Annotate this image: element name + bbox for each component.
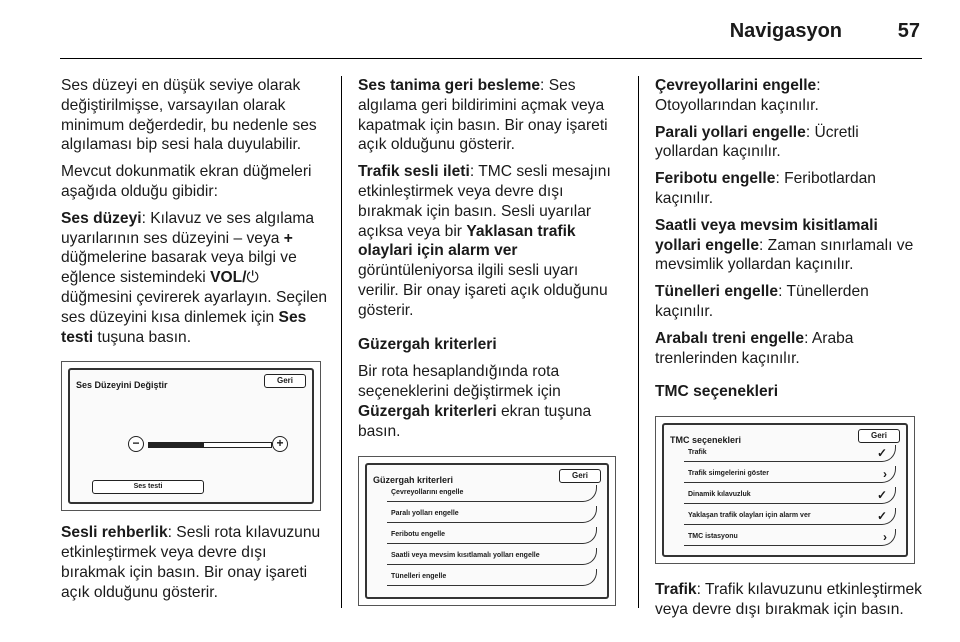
route-criteria-screen-figure xyxy=(358,456,616,606)
term: Trafik xyxy=(655,581,697,599)
route-option[interactable]: Tünelleri engelle xyxy=(387,569,597,586)
section-heading: TMC seçenekleri xyxy=(655,383,779,401)
term: Saatli veya mevsim kisitlamali yollari engelle xyxy=(655,216,878,254)
check-icon: ✓ xyxy=(876,446,887,461)
tmc-option[interactable]: Dinamik kılavuzluk ✓ xyxy=(684,487,896,504)
term: Trafik sesli ileti xyxy=(358,163,470,181)
column-3 xyxy=(655,76,925,627)
screen-title: TMC seçenekleri xyxy=(670,435,742,446)
paragraph: Parali yollari engelle: Ücretli yollardan kaçınılır. xyxy=(655,123,859,161)
term: Tünelleri engelle xyxy=(655,283,779,301)
paragraph: Tünelleri engelle: Tünellerden kaçınılır. xyxy=(655,283,869,320)
column-1 xyxy=(61,76,331,610)
term: Sesli rehberlik xyxy=(61,524,168,542)
tmc-options-screen-figure xyxy=(655,416,915,564)
route-option[interactable]: Çevreyollarını engelle xyxy=(387,485,597,502)
paragraph: Trafik sesli ileti: TMC sesli mesajını etkinleştirmek veya devre dışı bırakmak için basın. Sesli uyarılar açıksa veya bir Yaklasan trafik olaylari için alarm ver görüntüleniyorsa ilgili sesli uyarı verilir. Bir onay işareti açık olduğunu gösterir. xyxy=(358,163,611,319)
paragraph: Bir rota hesaplandığında rota seçeneklerini değiştirmek için Güzergah kriterleri ekran tuşuna basın. xyxy=(358,363,592,440)
column-divider xyxy=(638,76,639,608)
volume-slider[interactable] xyxy=(148,442,272,448)
tmc-option[interactable]: TMC istasyonu › xyxy=(684,529,896,546)
header-rule xyxy=(60,58,922,59)
route-option[interactable]: Paralı yolları engelle xyxy=(387,506,597,523)
paragraph: Ses düzeyi en düşük seviye olarak değiştirilmişse, varsayılan olarak minimum değerdedir, bu nedenle ses algılaması bip sesi hala duyulabilir. xyxy=(61,77,317,154)
tmc-option[interactable]: Trafik simgelerini göster › xyxy=(684,466,896,483)
check-icon: ✓ xyxy=(876,488,887,503)
term: Feribotu engelle xyxy=(655,170,776,188)
section-title: Navigasyon xyxy=(729,20,842,42)
sound-test-button[interactable]: Ses testi xyxy=(92,480,204,494)
screen-title: Güzergah kriterleri xyxy=(373,474,454,485)
term: Ses tanima geri besleme xyxy=(358,77,541,94)
term: Arabalı treni engelle xyxy=(655,329,805,347)
paragraph: Çevreyollarini engelle: Otoyollarından kaçınılır. xyxy=(655,77,821,114)
back-button[interactable]: Geri xyxy=(559,469,601,483)
volume-minus-button[interactable]: − xyxy=(128,436,144,452)
chevron-right-icon: › xyxy=(883,530,887,545)
power-icon: ⏻ xyxy=(246,269,259,287)
paragraph: Feribotu engelle: Feribotlardan kaçınılır. xyxy=(655,170,876,207)
check-icon: ✓ xyxy=(876,509,887,524)
back-button[interactable]: Geri xyxy=(858,429,900,443)
paragraph: Trafik: Trafik kılavuzunu etkinleştirmek veya devre dışı bırakmak için basın. xyxy=(655,581,922,618)
chevron-right-icon: › xyxy=(883,467,887,482)
term: Ses düzeyi xyxy=(61,209,142,227)
volume-plus-button[interactable]: + xyxy=(272,436,288,452)
volume-screen-figure xyxy=(61,361,321,511)
page-number: 57 xyxy=(897,20,920,42)
screen-title: Ses Düzeyini Değiştir xyxy=(76,380,168,391)
route-option[interactable]: Feribotu engelle xyxy=(387,527,597,544)
column-2 xyxy=(358,76,620,606)
tmc-option[interactable]: Yaklaşan trafik olayları için alarm ver ✓ xyxy=(684,508,896,525)
column-divider xyxy=(341,76,342,608)
route-option[interactable]: Saatli veya mevsim kısıtlamalı yolları engelle xyxy=(387,548,597,565)
paragraph: Sesli rehberlik: Sesli rota kılavuzunu etkinleştirmek veya devre dışı bırakmak için basın. Bir onay işareti açık olduğunu gösterir. xyxy=(61,524,321,601)
paragraph: Ses düzeyi: Kılavuz ve ses algılama uyarılarının ses düzeyini – veya + düğmelerine basarak veya bilgi ve eğlence sistemindeki VOL/⏻ düğmesini çevirerek ayarlayın. Seçilen ses düzeyini kısa dinlemek için Ses testi tuşuna basın. xyxy=(61,209,328,346)
paragraph: Ses tanima geri besleme: Ses algılama geri bildirimini açmak veya kapatmak için basın. Bir onay işareti açık olduğunu gösterir. xyxy=(358,77,608,154)
paragraph: Arabalı treni engelle: Araba trenlerinden kaçınılır. xyxy=(655,329,854,367)
section-heading: Güzergah kriterleri xyxy=(358,335,497,353)
paragraph: Saatli veya mevsim kisitlamali yollari engelle: Zaman sınırlamalı ve mevsimlik yollardan kaçınılır. xyxy=(655,216,914,274)
term: Parali yollari engelle xyxy=(655,123,806,141)
volume-level-fill xyxy=(149,443,204,447)
term: Çevreyollarini engelle xyxy=(655,77,817,94)
tmc-option[interactable]: Trafik ✓ xyxy=(684,445,896,462)
page-header xyxy=(0,0,960,60)
back-button[interactable]: Geri xyxy=(264,374,306,388)
paragraph: Mevcut dokunmatik ekran düğmeleri aşağıda olduğu gibidir: xyxy=(61,163,312,200)
